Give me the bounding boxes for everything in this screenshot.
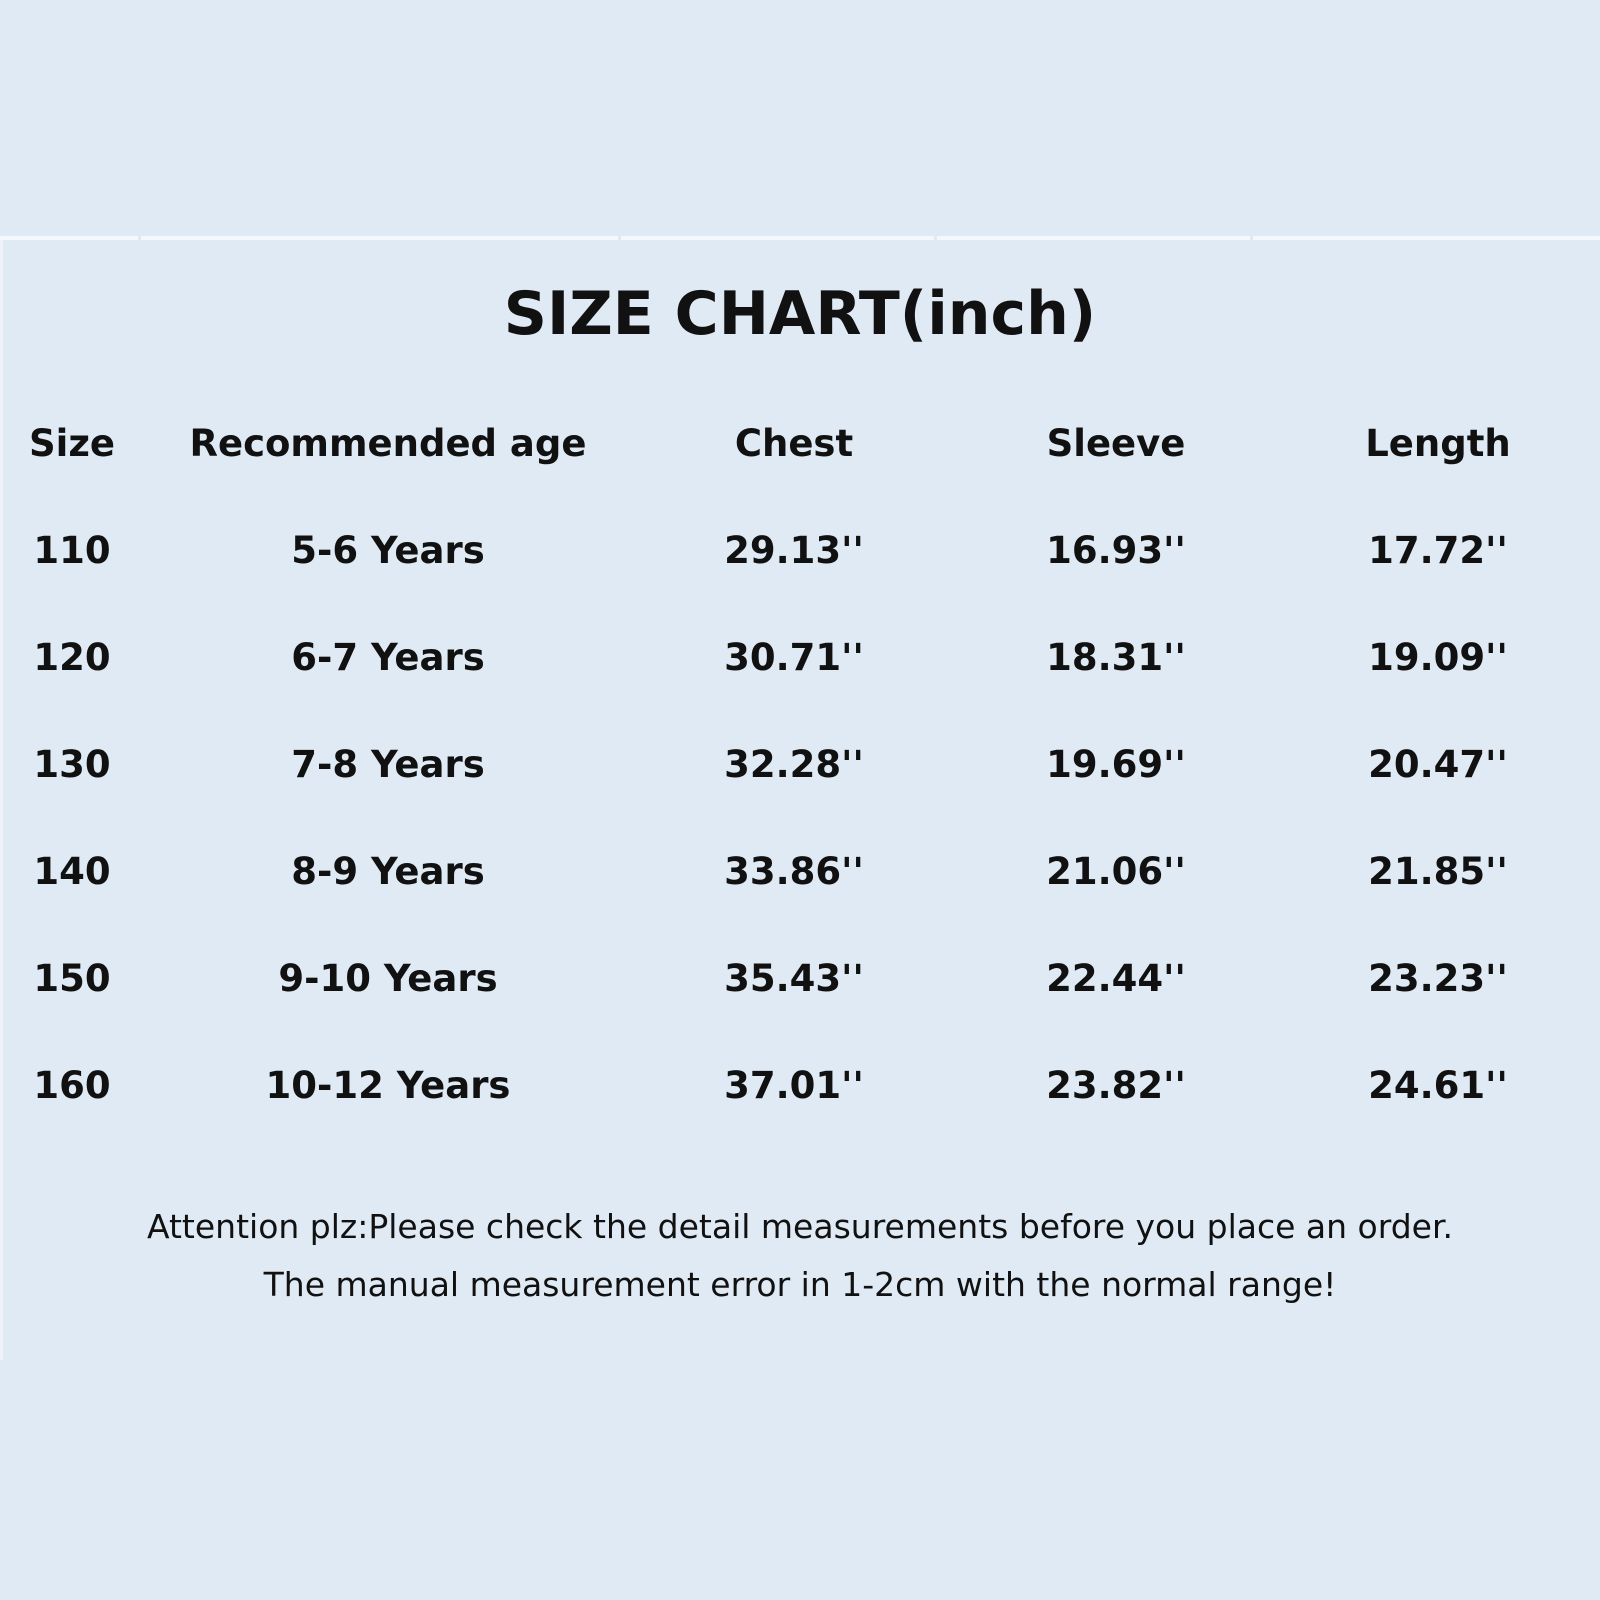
left-edge-line <box>0 240 3 1360</box>
chest-cell: 33.86'' <box>724 850 864 893</box>
sleeve-cell: 21.06'' <box>1046 850 1186 893</box>
chest-cell: 32.28'' <box>724 743 864 786</box>
chest-cell: 35.43'' <box>724 957 864 1000</box>
length-cell: 17.72'' <box>1368 529 1508 572</box>
divider-gap <box>138 234 141 242</box>
header-sleeve: Sleeve <box>1046 422 1186 465</box>
sleeve-cell: 23.82'' <box>1046 1064 1186 1107</box>
size-cell: 140 <box>33 850 111 893</box>
chest-cell: 37.01'' <box>724 1064 864 1107</box>
header-recommended-age: Recommended age <box>189 422 587 465</box>
length-cell: 19.09'' <box>1368 636 1508 679</box>
sleeve-cell: 18.31'' <box>1046 636 1186 679</box>
divider-gap <box>1250 234 1253 242</box>
header-length: Length <box>1365 422 1511 465</box>
header-size: Size <box>29 422 115 465</box>
length-cell: 20.47'' <box>1368 743 1508 786</box>
chart-title: SIZE CHART(inch) <box>503 279 1097 349</box>
header-chest: Chest <box>734 422 854 465</box>
age-cell: 8-9 Years <box>291 850 485 893</box>
size-cell: 150 <box>33 957 111 1000</box>
divider-gap <box>934 234 937 242</box>
length-cell: 24.61'' <box>1368 1064 1508 1107</box>
age-cell: 5-6 Years <box>291 529 485 572</box>
length-cell: 23.23'' <box>1368 957 1508 1000</box>
divider-gap <box>618 234 621 242</box>
chest-cell: 29.13'' <box>724 529 864 572</box>
measurement-error-note: The manual measurement error in 1-2cm with the normal range! <box>263 1265 1337 1304</box>
sleeve-cell: 22.44'' <box>1046 957 1186 1000</box>
size-cell: 120 <box>33 636 111 679</box>
chest-cell: 30.71'' <box>724 636 864 679</box>
age-cell: 6-7 Years <box>291 636 485 679</box>
sleeve-cell: 16.93'' <box>1046 529 1186 572</box>
top-divider-line <box>0 236 1600 240</box>
sleeve-cell: 19.69'' <box>1046 743 1186 786</box>
age-cell: 9-10 Years <box>278 957 498 1000</box>
age-cell: 10-12 Years <box>265 1064 511 1107</box>
size-cell: 110 <box>33 529 111 572</box>
attention-note: Attention plz:Please check the detail measurements before you place an order. <box>147 1207 1453 1246</box>
size-cell: 160 <box>33 1064 111 1107</box>
length-cell: 21.85'' <box>1368 850 1508 893</box>
size-cell: 130 <box>33 743 111 786</box>
age-cell: 7-8 Years <box>291 743 485 786</box>
